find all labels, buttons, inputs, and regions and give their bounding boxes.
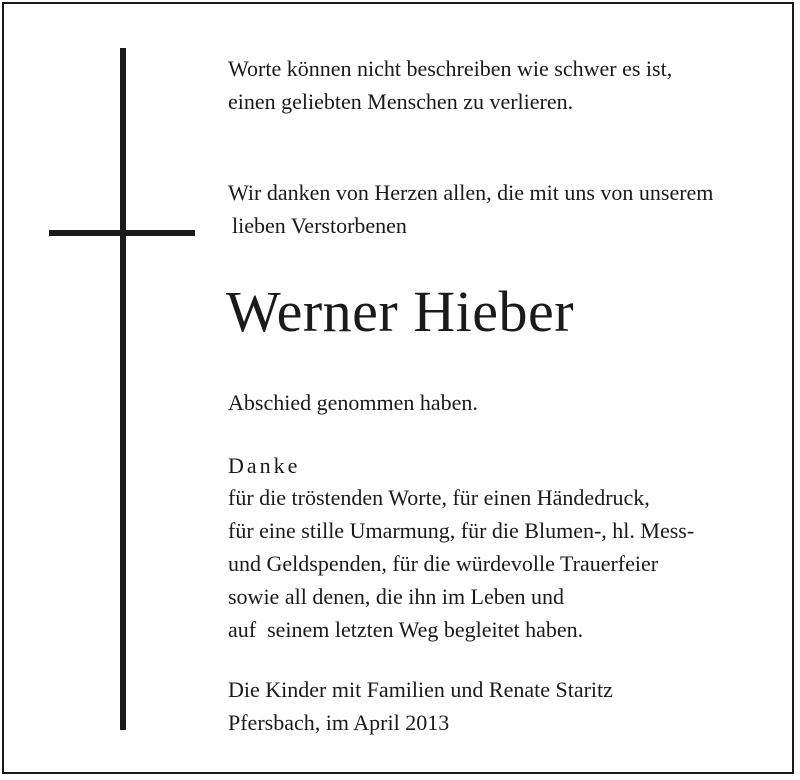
- intro-line-1: Worte können nicht beschreiben wie schwer es ist,: [228, 56, 673, 81]
- cross-icon: [120, 48, 126, 730]
- thanks-intro-line-2: lieben Verstorbenen: [232, 213, 407, 238]
- danke-line: für die tröstenden Worte, für einen Händedruck,: [228, 485, 650, 510]
- danke-heading: Danke: [228, 453, 301, 478]
- thanks-intro-line-1: Wir danken von Herzen allen, die mit uns von unserem: [228, 180, 714, 205]
- danke-line: auf seinem letzten Weg begleitet haben.: [228, 617, 584, 642]
- danke-line: sowie all denen, die ihn im Leben und: [228, 584, 565, 609]
- signoff-family: Die Kinder mit Familien und Renate Staritz: [228, 677, 613, 702]
- danke-text: [228, 481, 694, 646]
- thanks-intro: [228, 176, 713, 242]
- cross-icon-crossbar: [49, 230, 195, 236]
- danke-line: für eine stille Umarmung, für die Blumen-, hl. Mess-: [228, 518, 695, 543]
- intro-quote: [228, 52, 672, 118]
- signoff-place-date: Pfersbach, im April 2013: [228, 710, 450, 735]
- intro-line-2: einen geliebten Menschen zu verlieren.: [228, 89, 574, 114]
- deceased-name: Werner Hieber: [226, 279, 575, 344]
- danke-line: und Geldspenden, für die würdevolle Trauerfeier: [228, 551, 659, 576]
- signoff: [228, 673, 613, 739]
- farewell-text: Abschied genommen haben.: [228, 390, 478, 415]
